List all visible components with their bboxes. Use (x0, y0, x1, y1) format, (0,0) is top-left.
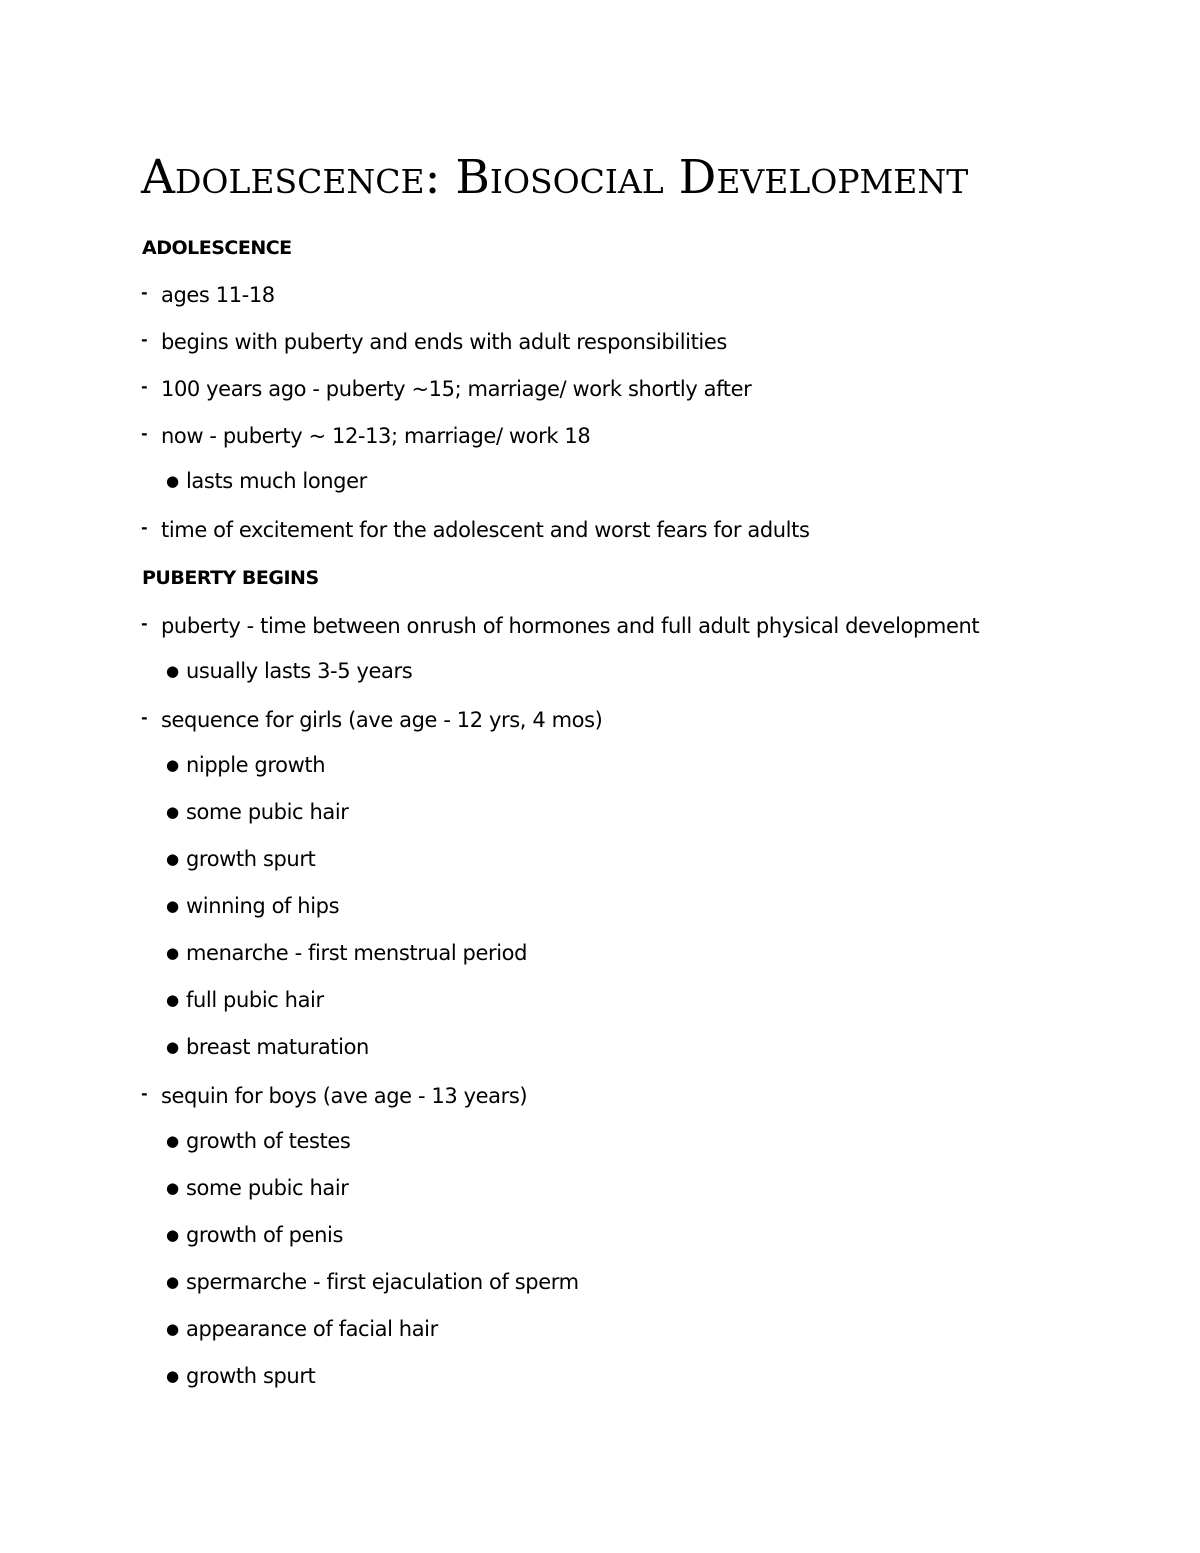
bullet-icon: ● (166, 1226, 179, 1244)
sub-list-item (166, 1127, 350, 1155)
bullet-icon: ● (166, 1038, 179, 1056)
dash-marker: - (141, 518, 148, 537)
sub-list-item (166, 986, 324, 1014)
list-item-text: lasts much longer (186, 469, 367, 493)
list-item (141, 420, 590, 450)
dash-marker: - (141, 1084, 148, 1103)
list-item-text: winning of hips (186, 894, 340, 918)
sub-list-item (166, 1362, 315, 1390)
sub-list-item (166, 798, 349, 826)
list-item (141, 1080, 527, 1110)
list-item (141, 326, 727, 356)
sub-list-item (166, 751, 325, 779)
sub-list-item (166, 845, 315, 873)
dash-marker: - (141, 283, 148, 302)
list-item (141, 514, 809, 544)
list-item-text: nipple growth (186, 753, 326, 777)
list-item-text: growth of testes (186, 1129, 351, 1153)
bullet-icon: ● (166, 662, 179, 680)
bullet-icon: ● (166, 1367, 179, 1385)
list-item-text: some pubic hair (186, 1176, 349, 1200)
bullet-icon: ● (166, 897, 179, 915)
list-item-text: some pubic hair (186, 800, 349, 824)
sub-list-item (166, 657, 412, 685)
list-item-text: menarche - first menstrual period (186, 941, 528, 965)
bullet-icon: ● (166, 850, 179, 868)
list-item-text: full pubic hair (186, 988, 324, 1012)
list-item-text: begins with puberty and ends with adult responsibilities (161, 330, 727, 354)
list-item-text: appearance of facial hair (186, 1317, 438, 1341)
list-item-text: breast maturation (186, 1035, 369, 1059)
dash-marker: - (141, 614, 148, 633)
dash-marker: - (141, 377, 148, 396)
dash-marker: - (141, 708, 148, 727)
list-item-text: spermarche - first ejaculation of sperm (186, 1270, 579, 1294)
bullet-icon: ● (166, 944, 179, 962)
sub-list-item (166, 1174, 349, 1202)
sub-list-item (166, 939, 527, 967)
list-item-text: growth spurt (186, 1364, 316, 1388)
list-item (141, 373, 751, 403)
list-item-text: time of excitement for the adolescent and worst fears for adults (161, 518, 810, 542)
list-item-text: usually lasts 3-5 years (186, 659, 413, 683)
list-item-text: growth of penis (186, 1223, 343, 1247)
section-heading-puberty-begins: PUBERTY BEGINS (142, 567, 319, 589)
list-item-text: puberty - time between onrush of hormones and full adult physical development (161, 614, 980, 638)
list-item (141, 279, 275, 309)
sub-list-item (166, 1033, 369, 1061)
bullet-icon: ● (166, 756, 179, 774)
bullet-icon: ● (166, 991, 179, 1009)
bullet-icon: ● (166, 1132, 179, 1150)
bullet-icon: ● (166, 472, 179, 490)
dash-marker: - (141, 330, 148, 349)
bullet-icon: ● (166, 1179, 179, 1197)
list-item-text: now - puberty ~ 12-13; marriage/ work 18 (161, 424, 591, 448)
dash-marker: - (141, 424, 148, 443)
bullet-icon: ● (166, 1320, 179, 1338)
list-item (141, 704, 602, 734)
list-item-text: growth spurt (186, 847, 316, 871)
sub-list-item (166, 892, 339, 920)
list-item-text: 100 years ago - puberty ~15; marriage/ work shortly after (161, 377, 752, 401)
list-item (141, 610, 979, 640)
sub-list-item (166, 1315, 438, 1343)
bullet-icon: ● (166, 803, 179, 821)
sub-list-item (166, 1268, 579, 1296)
sub-list-item (166, 1221, 343, 1249)
section-heading-adolescence: ADOLESCENCE (142, 237, 292, 259)
bullet-icon: ● (166, 1273, 179, 1291)
list-item-text: ages 11-18 (161, 283, 275, 307)
document-title: Adolescence: Biosocial Development (141, 150, 969, 205)
list-item-text: sequence for girls (ave age - 12 yrs, 4 mos) (161, 708, 603, 732)
sub-list-item (166, 467, 367, 495)
list-item-text: sequin for boys (ave age - 13 years) (161, 1084, 528, 1108)
